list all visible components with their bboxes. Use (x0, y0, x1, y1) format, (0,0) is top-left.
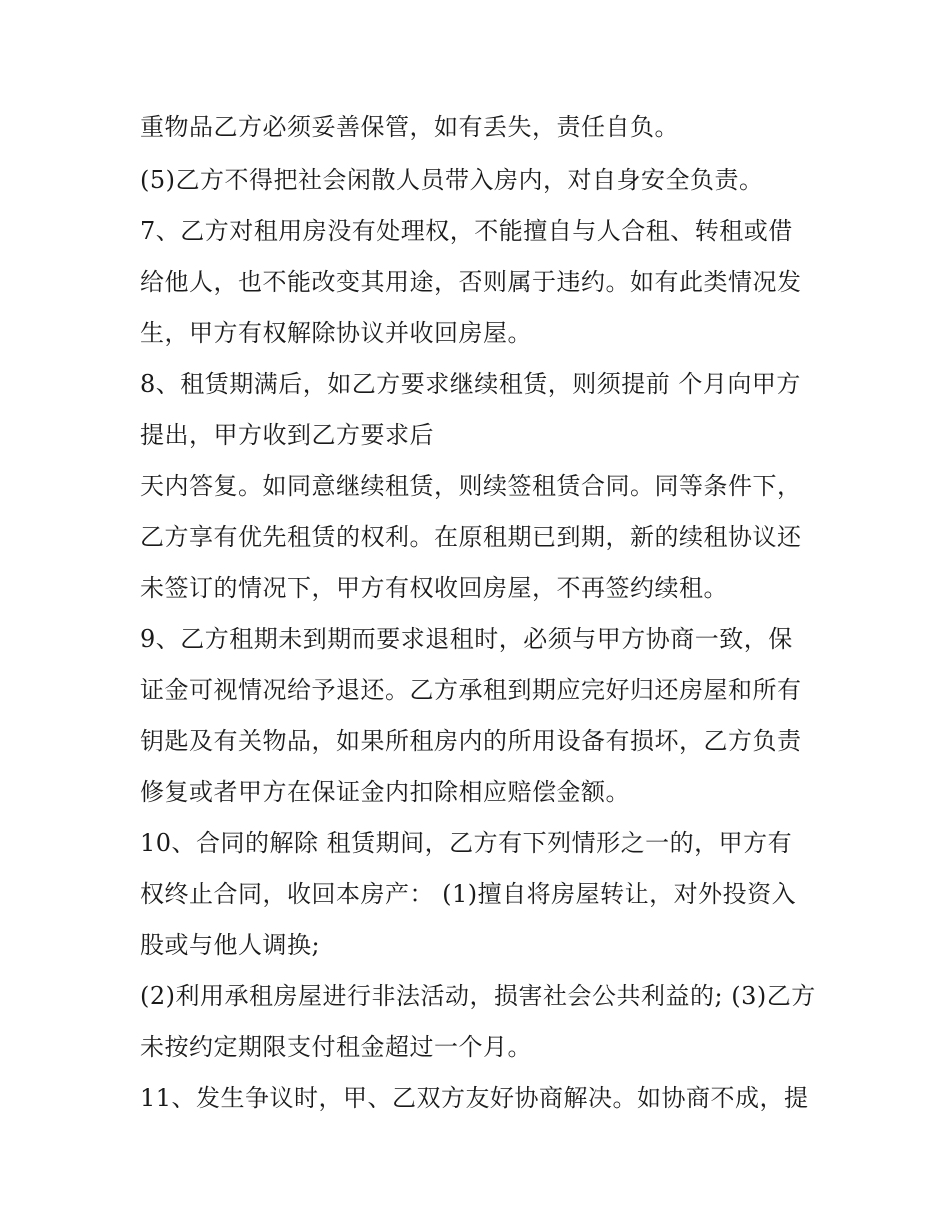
text-line-4: 给他人，也不能改变其用途，否则属于违约。如有此类情况发 (140, 268, 802, 296)
text-line-16: 权终止合同，收回本房产： (1)擅自将房屋转让，对外投资入 (140, 880, 797, 908)
text-line-6: 8、租赁期满后，如乙方要求继续租赁，则须提前 个月向甲方 (140, 370, 801, 398)
text-line-12: 证金可视情况给予退还。乙方承租到期应完好归还房屋和所有 (140, 676, 802, 704)
text-line-20: 11、发生争议时，甲、乙双方友好协商解决。如协商不成，提 (140, 1084, 809, 1112)
text-line-14: 修复或者甲方在保证金内扣除相应赔偿金额。 (140, 778, 630, 806)
text-line-11: 9、乙方租期未到期而要求退租时，必须与甲方协商一致，保 (140, 625, 793, 653)
text-line-7: 提出，甲方收到乙方要求后 (140, 421, 434, 449)
text-line-1: 重物品乙方必须妥善保管，如有丢失，责任自负。 (140, 113, 679, 141)
text-line-19: 未按约定期限支付租金超过一个月。 (140, 1033, 532, 1061)
text-line-10: 未签订的情况下，甲方有权收回房屋，不再签约续租。 (140, 574, 728, 602)
text-line-9: 乙方享有优先租赁的权利。在原租期已到期，新的续租协议还 (140, 523, 802, 551)
text-line-5: 生，甲方有权解除协议并收回房屋。 (140, 319, 532, 347)
text-line-13: 钥匙及有关物品，如果所租房内的所用设备有损坏，乙方负责 (140, 727, 802, 755)
text-line-3: 7、乙方对租用房没有处理权，不能擅自与人合租、转租或借 (140, 217, 793, 245)
text-line-18: (2)利用承租房屋进行非法活动，损害社会公共利益的; (3)乙方 (140, 982, 816, 1010)
text-line-8: 天内答复。如同意继续租赁，则续签租赁合同。同等条件下， (140, 472, 802, 500)
text-line-15: 10、合同的解除 租赁期间，乙方有下列情形之一的，甲方有 (140, 829, 793, 857)
text-line-17: 股或与他人调换; (140, 931, 321, 959)
text-line-2: (5)乙方不得把社会闲散人员带入房内，对自身安全负责。 (140, 166, 764, 194)
